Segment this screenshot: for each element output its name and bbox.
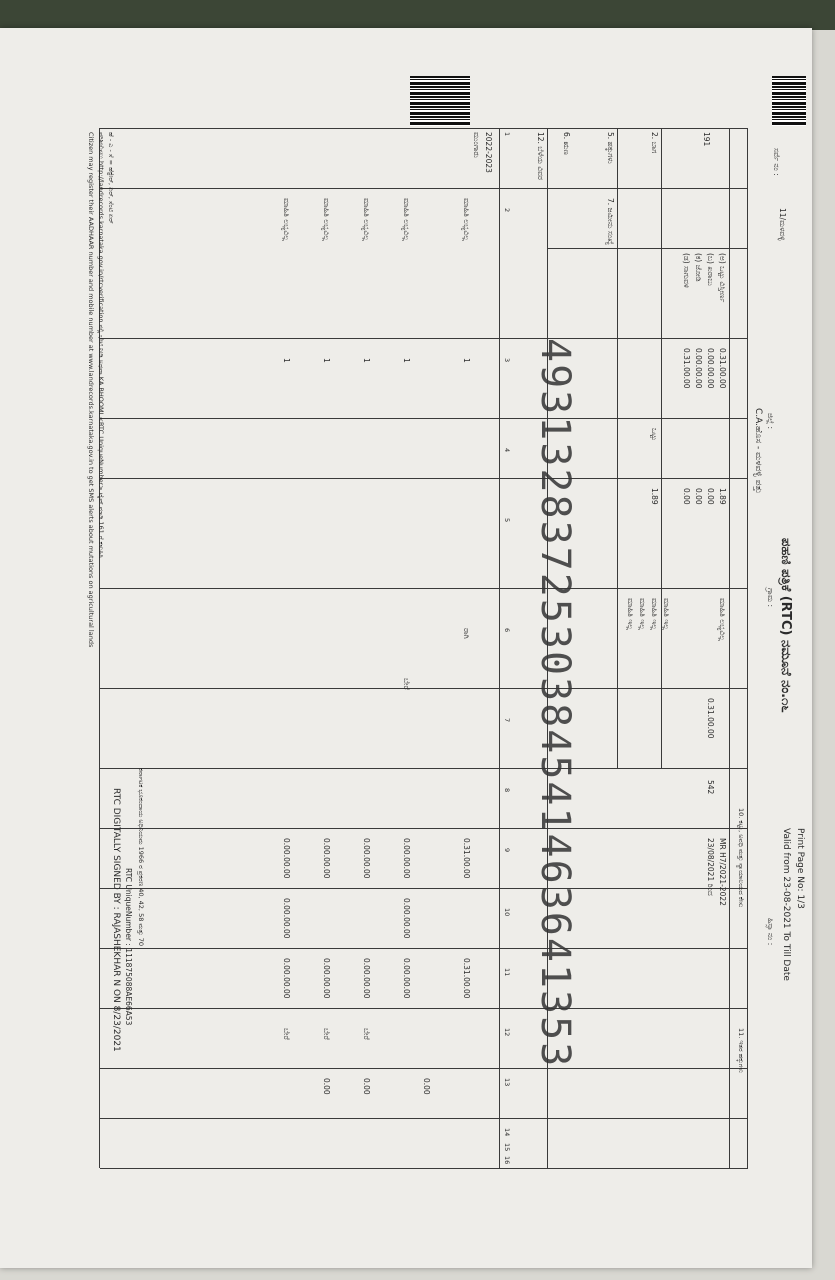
- crop-row-5-irrigated: 0.00.00.00: [282, 958, 291, 999]
- crop-row-4-c2: 0.00: [322, 1078, 331, 1095]
- area-row-2-value: 0.00.00.00: [706, 348, 715, 389]
- crop-row-2-c1: 0.00.00.00: [402, 898, 411, 939]
- crop-row-3-irrigated: 0.00.00.00: [362, 958, 371, 999]
- crop-year: 2022-2023: [484, 132, 493, 173]
- crop-col-12: 12: [503, 1028, 511, 1037]
- crop-subheader-line: [499, 128, 500, 1168]
- section-11-label: 11. ಇತರ ಹಕ್ಕುಗಳು: [737, 1028, 745, 1073]
- col-line-13: [100, 1068, 748, 1069]
- area-row-3-value: 0.00.00.00: [694, 348, 703, 389]
- crop-row-2-tag: ಬೇರೆ: [402, 678, 411, 690]
- crop-col-10: 10: [503, 908, 511, 917]
- crop-row-3-c2: 0.00: [362, 1078, 371, 1095]
- crop-row-2-desc: ಮಾಹಿತಿ ಲಭ್ಯವಿಲ್ಲ: [402, 198, 411, 241]
- rotated-document: [87, 68, 810, 1238]
- crop-row-5-count: 1: [282, 358, 291, 363]
- section-6-label: 6. ಋಣ: [562, 132, 571, 155]
- crop-col-5: 5: [503, 518, 511, 523]
- watermark-number: 4931328372530384541463641353: [532, 338, 578, 1069]
- crop-row-4-desc: ಮಾಹಿತಿ ಲಭ್ಯವಿಲ್ಲ: [322, 198, 331, 241]
- col-line-10: [100, 888, 748, 889]
- crop-col-15: 15: [503, 1143, 511, 1152]
- area-block-line: [661, 128, 662, 768]
- col-line-8: [100, 768, 748, 769]
- survey-number: 191: [702, 132, 711, 147]
- frame-top: [747, 128, 748, 1168]
- col-line-4: [100, 418, 748, 419]
- col-line-9: [100, 828, 748, 829]
- crop-col-9: 9: [503, 848, 511, 853]
- crop-row-3-desc: ಮಾಹಿತಿ ಲಭ್ಯವಿಲ್ಲ: [362, 198, 371, 241]
- header-row-line: [729, 128, 730, 1168]
- crop-row-2-count: 1: [402, 358, 411, 363]
- crop-col-3: 3: [503, 358, 511, 363]
- crop-row-4-count: 1: [322, 358, 331, 363]
- crop-col-13: 13: [503, 1078, 511, 1087]
- owner-area: 0.31.00.00: [706, 698, 715, 739]
- crop-col-11: 11: [503, 968, 511, 977]
- crop-row-4-area: 0.00.00.00: [322, 838, 331, 879]
- section-10-label: 10. ಕಟ್ಟು, ಅವಧಿ ಮತ್ತು ನ್ಯಾಯಾಲಯದ ಕೇಸು: [737, 808, 745, 908]
- crop-row-3-count: 1: [362, 358, 371, 363]
- col-line-14: [100, 1118, 748, 1119]
- col-line-5: [100, 478, 748, 479]
- act-note: ಕರ್ನಾಟಕ ಭೂಕಂದಾಯ ಅಧಿನಿಯಮ 1966 ರ ಪ್ರಕರಣ 40, 42, 58 ಮತ್ತು 70: [137, 768, 145, 946]
- crop-row-5-desc: ಮಾಹಿತಿ ಲಭ್ಯವಿಲ್ಲ: [282, 198, 291, 241]
- section-12-label: 12. ಬೆಳೆಯ ವಿವರ: [536, 132, 545, 180]
- footer-line-2: ಪರಿಶೀಲಿಸಲು http://landrecords.karnataka.gov.in/rtcverification ನಲ್ಲಿ ಭೇಟಿ ನೀಡಿ ಅಥವಾ KA BHOOMI <RTC UniqueNumber> ಟೈಪ್ ಮಾಡಿ 161 ಗೆ ಕಳುಹಿಸಿ: [97, 132, 105, 559]
- crop-row-3-area: 0.00.00.00: [362, 838, 371, 879]
- col-line-3: [100, 338, 748, 339]
- frame-left: [100, 128, 748, 129]
- crop-row-1-desc: ಮಾಹಿತಿ ಲಭ್ಯವಿಲ್ಲ: [462, 198, 471, 241]
- crop-row-2-irrigated: 0.00.00.00: [402, 958, 411, 999]
- crop-col-6: 6: [503, 628, 511, 633]
- hissa-label: ಹಿಸ್ಸಾ ನಂ :: [766, 918, 775, 946]
- rtc-document-sheet: [0, 28, 812, 1268]
- rights-block-line: [617, 128, 618, 768]
- crop-col-2: 2: [503, 208, 511, 213]
- area-row-4-value: 0.31.00.00: [682, 348, 691, 389]
- crop-row-1-c2: 0.00: [422, 1078, 431, 1095]
- taluk-name: C.A.ಹೊಸ - ಮಳವಳ್ಳಿ ಪತ್ತು: [753, 408, 763, 494]
- crop-row-5-tag: ಬೇರೆ: [282, 1028, 291, 1040]
- rights-info-1: ಮಾಹಿತಿ ಇಲ್ಲ: [662, 598, 671, 630]
- crop-row-3-tag: ಬೇರೆ: [362, 1028, 371, 1040]
- area-row-2-label: (ಬ) ಖರಾಬು: [706, 253, 715, 286]
- crop-row-1-count: 1: [462, 358, 471, 363]
- crop-row-4-irrigated: 0.00.00.00: [322, 958, 331, 999]
- col-line-11: [100, 948, 748, 949]
- crop-season: ಮುಂಗಾರು: [472, 132, 481, 158]
- crop-row-2-area: 0.00.00.00: [402, 838, 411, 879]
- crop-col-1: 1: [503, 132, 511, 137]
- col-line-6: [100, 588, 748, 589]
- col-line-2: [548, 248, 748, 249]
- crop-row-4-tag: ಬೇರೆ: [322, 1028, 331, 1040]
- total-label: ಒಟ್ಟು: [650, 428, 659, 441]
- district-label: ಜಿಲ್ಲೆ :: [766, 413, 775, 430]
- barcode-right: [410, 76, 470, 126]
- owner-info: ಮಾಹಿತಿ ಲಭ್ಯವಿಲ್ಲ: [718, 598, 727, 641]
- crop-row-1-area: 0.31.00.00: [462, 838, 471, 879]
- area-row-3-label: (ಕ) ಜೋಡಿ: [694, 253, 703, 282]
- print-page-number: Print Page No: 1/3: [795, 828, 805, 909]
- code-left: 11/ಮಳವಳ್ಳಿ: [778, 208, 787, 241]
- valid-from-date: Valid from 23-08-2021 To Till Date: [781, 828, 791, 981]
- area-row-4-assessment: 0.00: [682, 488, 691, 505]
- rights-info-3: ಮಾಹಿತಿ ಇಲ್ಲ: [638, 598, 647, 630]
- crop-row-5-c1: 0.00.00.00: [282, 898, 291, 939]
- survey-label: ಸರ್ವೆ ನಂ :: [772, 148, 781, 176]
- crop-col-16: 16: [503, 1156, 511, 1165]
- crop-row-1-irrigated: 0.31.00.00: [462, 958, 471, 999]
- section-2-label: 2. ಬಾಗ: [650, 132, 659, 154]
- section-5-label: 5. ಹಕ್ಕುಗಳು: [606, 132, 615, 164]
- rights-info-2: ಮಾಹಿತಿ ಇಲ್ಲ: [650, 598, 659, 630]
- area-row-1-label: (ಅ) ಒಟ್ಟು ವಿಸ್ತೀರ್ಣ: [718, 253, 727, 303]
- section-7-label: 7. ಜಮೀನು ಸಂಖ್ಯೆ: [606, 198, 615, 245]
- document-title: ಪಹಣಿ ಪತ್ರಿಕೆ (RTC) ನಮೂನೆ ನಂ.೧೬: [778, 538, 793, 713]
- area-row-1-value: 0.31.00.00: [718, 348, 727, 389]
- crop-row-1-tag: ರಾಗಿ: [462, 628, 471, 639]
- village-label: ಗ್ರಾಮ :: [766, 588, 775, 608]
- col-line-12: [100, 1008, 748, 1009]
- digital-signature: RTC DIGITALLY SIGNED BY : RAJASHEKHAR N ON 8/23/2021: [111, 788, 121, 1052]
- frame-right: [100, 1168, 748, 1169]
- rights-info-4: ಮಾಹಿತಿ ಇಲ್ಲ: [626, 598, 635, 630]
- area-row-4-label: (ಡ) ಸಾಗುವಳಿ: [682, 253, 691, 288]
- crop-col-14: 14: [503, 1128, 511, 1137]
- unique-number: RTC UniqueNumber : 111875088AE66A53: [124, 868, 133, 1026]
- crop-row-5-area: 0.00.00.00: [282, 838, 291, 879]
- barcode-left: [772, 76, 806, 126]
- mutation-number: 542: [706, 780, 715, 795]
- footer-line-3: Citizen may register their AADHAAR number and mobile number at www.landrecords.karnataka.gov.in to get SMS alerts about mutations on agricultural lands: [87, 132, 95, 648]
- footer-line-1: ಹೆ - ಎ - ಸೆ = ಹೆಕ್ಟೇರ್, ಏರ್, ಸೆಂಟಿ ಏರ್: [107, 132, 115, 224]
- crop-col-8: 8: [503, 788, 511, 793]
- area-row-3-assessment: 0.00: [694, 488, 703, 505]
- col-line-7: [100, 688, 748, 689]
- col-line-1: [100, 188, 748, 189]
- crop-col-7: 7: [503, 718, 511, 723]
- mutation-date: 23/08/2021 ರಿಂದ: [706, 838, 715, 896]
- area-row-1-assessment: 1.89: [718, 488, 727, 505]
- mutation-reference: MR H7/2021-2022: [718, 838, 727, 906]
- crop-col-4: 4: [503, 448, 511, 453]
- area-row-2-assessment: 0.00: [706, 488, 715, 505]
- total-assessment: 1.89: [650, 488, 659, 505]
